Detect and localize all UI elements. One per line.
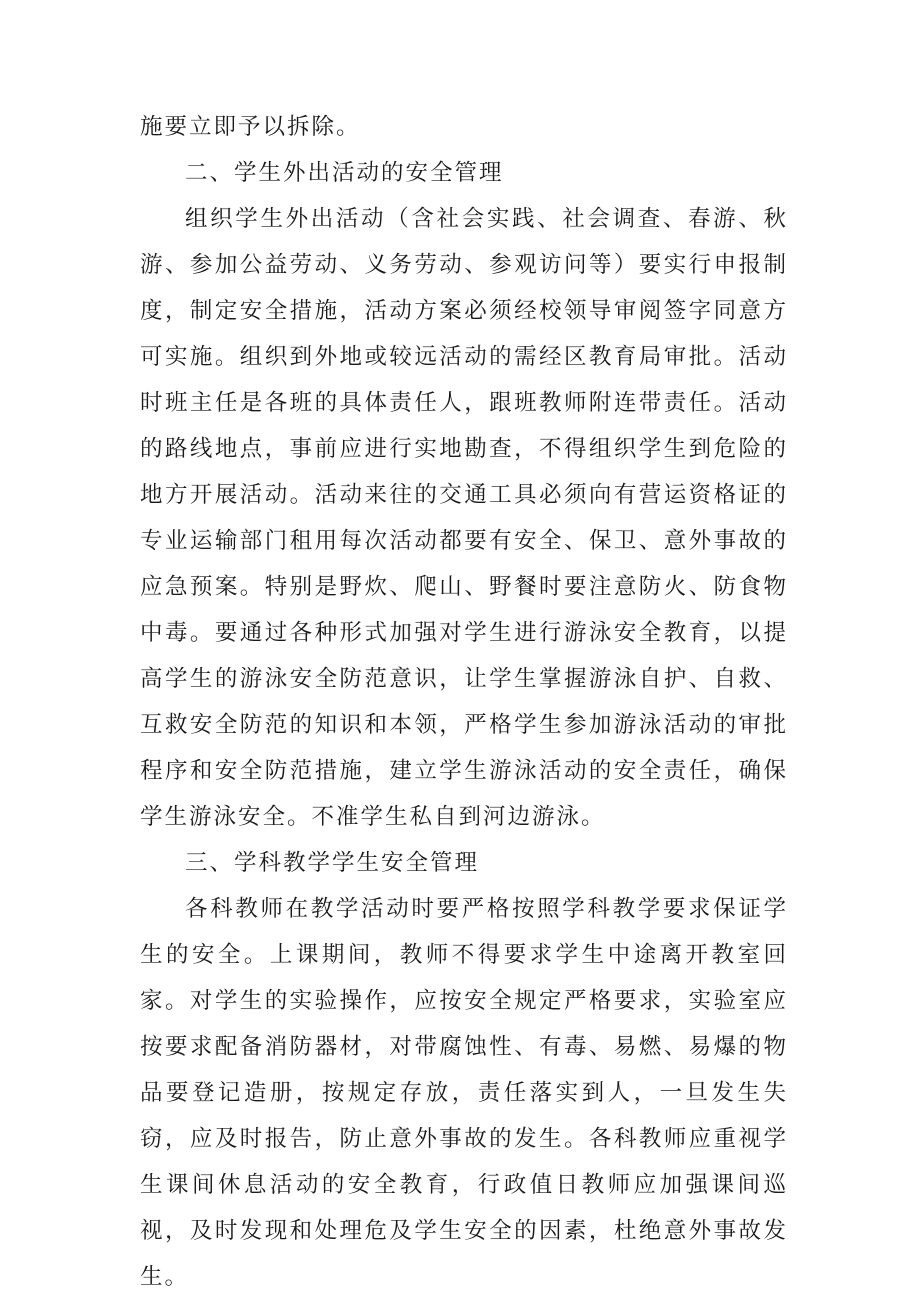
section-heading-outing-safety: 二、学生外出活动的安全管理 xyxy=(185,160,504,186)
paragraph-outing-safety: 组织学生外出活动（含社会实践、社会调查、春游、秋游、参加公益劳动、义务劳动、参观访问等）要实行申报制度，制定安全措施，活动方案必须经校领导审阅签字同意方可实施。组织到外地或较远活动的需经区教育局审批。活动时班主任是各班的具体责任人，跟班教师附连带责任。活动的路线地点，事前应进行实地勘查，不得组织学生到危险的地方开展活动。活动来往的交通工具必须向有营运资格证的专业运输部门租用每次活动都要有安全、保卫、意外事故的应急预案。特别是野炊、爬山、野餐时要注意防火、防食物中毒。要通过各种形式加强对学生进行游泳安全教育，以提高学生的游泳安全防范意识，让学生掌握游泳自护、自救、互救安全防范的知识和本领，严格学生参加游泳活动的审批程序和安全防范措施，建立学生游泳活动的安全责任，确保学生游泳安全。不准学生私自到河边游泳。 xyxy=(140,206,788,830)
document-page xyxy=(140,104,788,1300)
paragraph-teaching-safety: 各科教师在教学活动时要严格按照学科教学要求保证学生的安全。上课期间，教师不得要求学生中途离开教室回家。对学生的实验操作，应按安全规定严格要求，实验室应按要求配备消防器材，对带腐蚀性、有毒、易燃、易爆的物品要登记造册，按规定存放，责任落实到人，一旦发生失窃，应及时报告，防止意外事故的发生。各科教师应重视学生课间休息活动的安全教育，行政值日教师应加强课间巡视，及时发现和处理危及学生安全的因素，杜绝意外事故发生。 xyxy=(140,896,788,1290)
section-heading-teaching-safety: 三、学科教学学生安全管理 xyxy=(185,850,480,876)
paragraph-continuation: 施要立即予以拆除。 xyxy=(140,114,361,140)
